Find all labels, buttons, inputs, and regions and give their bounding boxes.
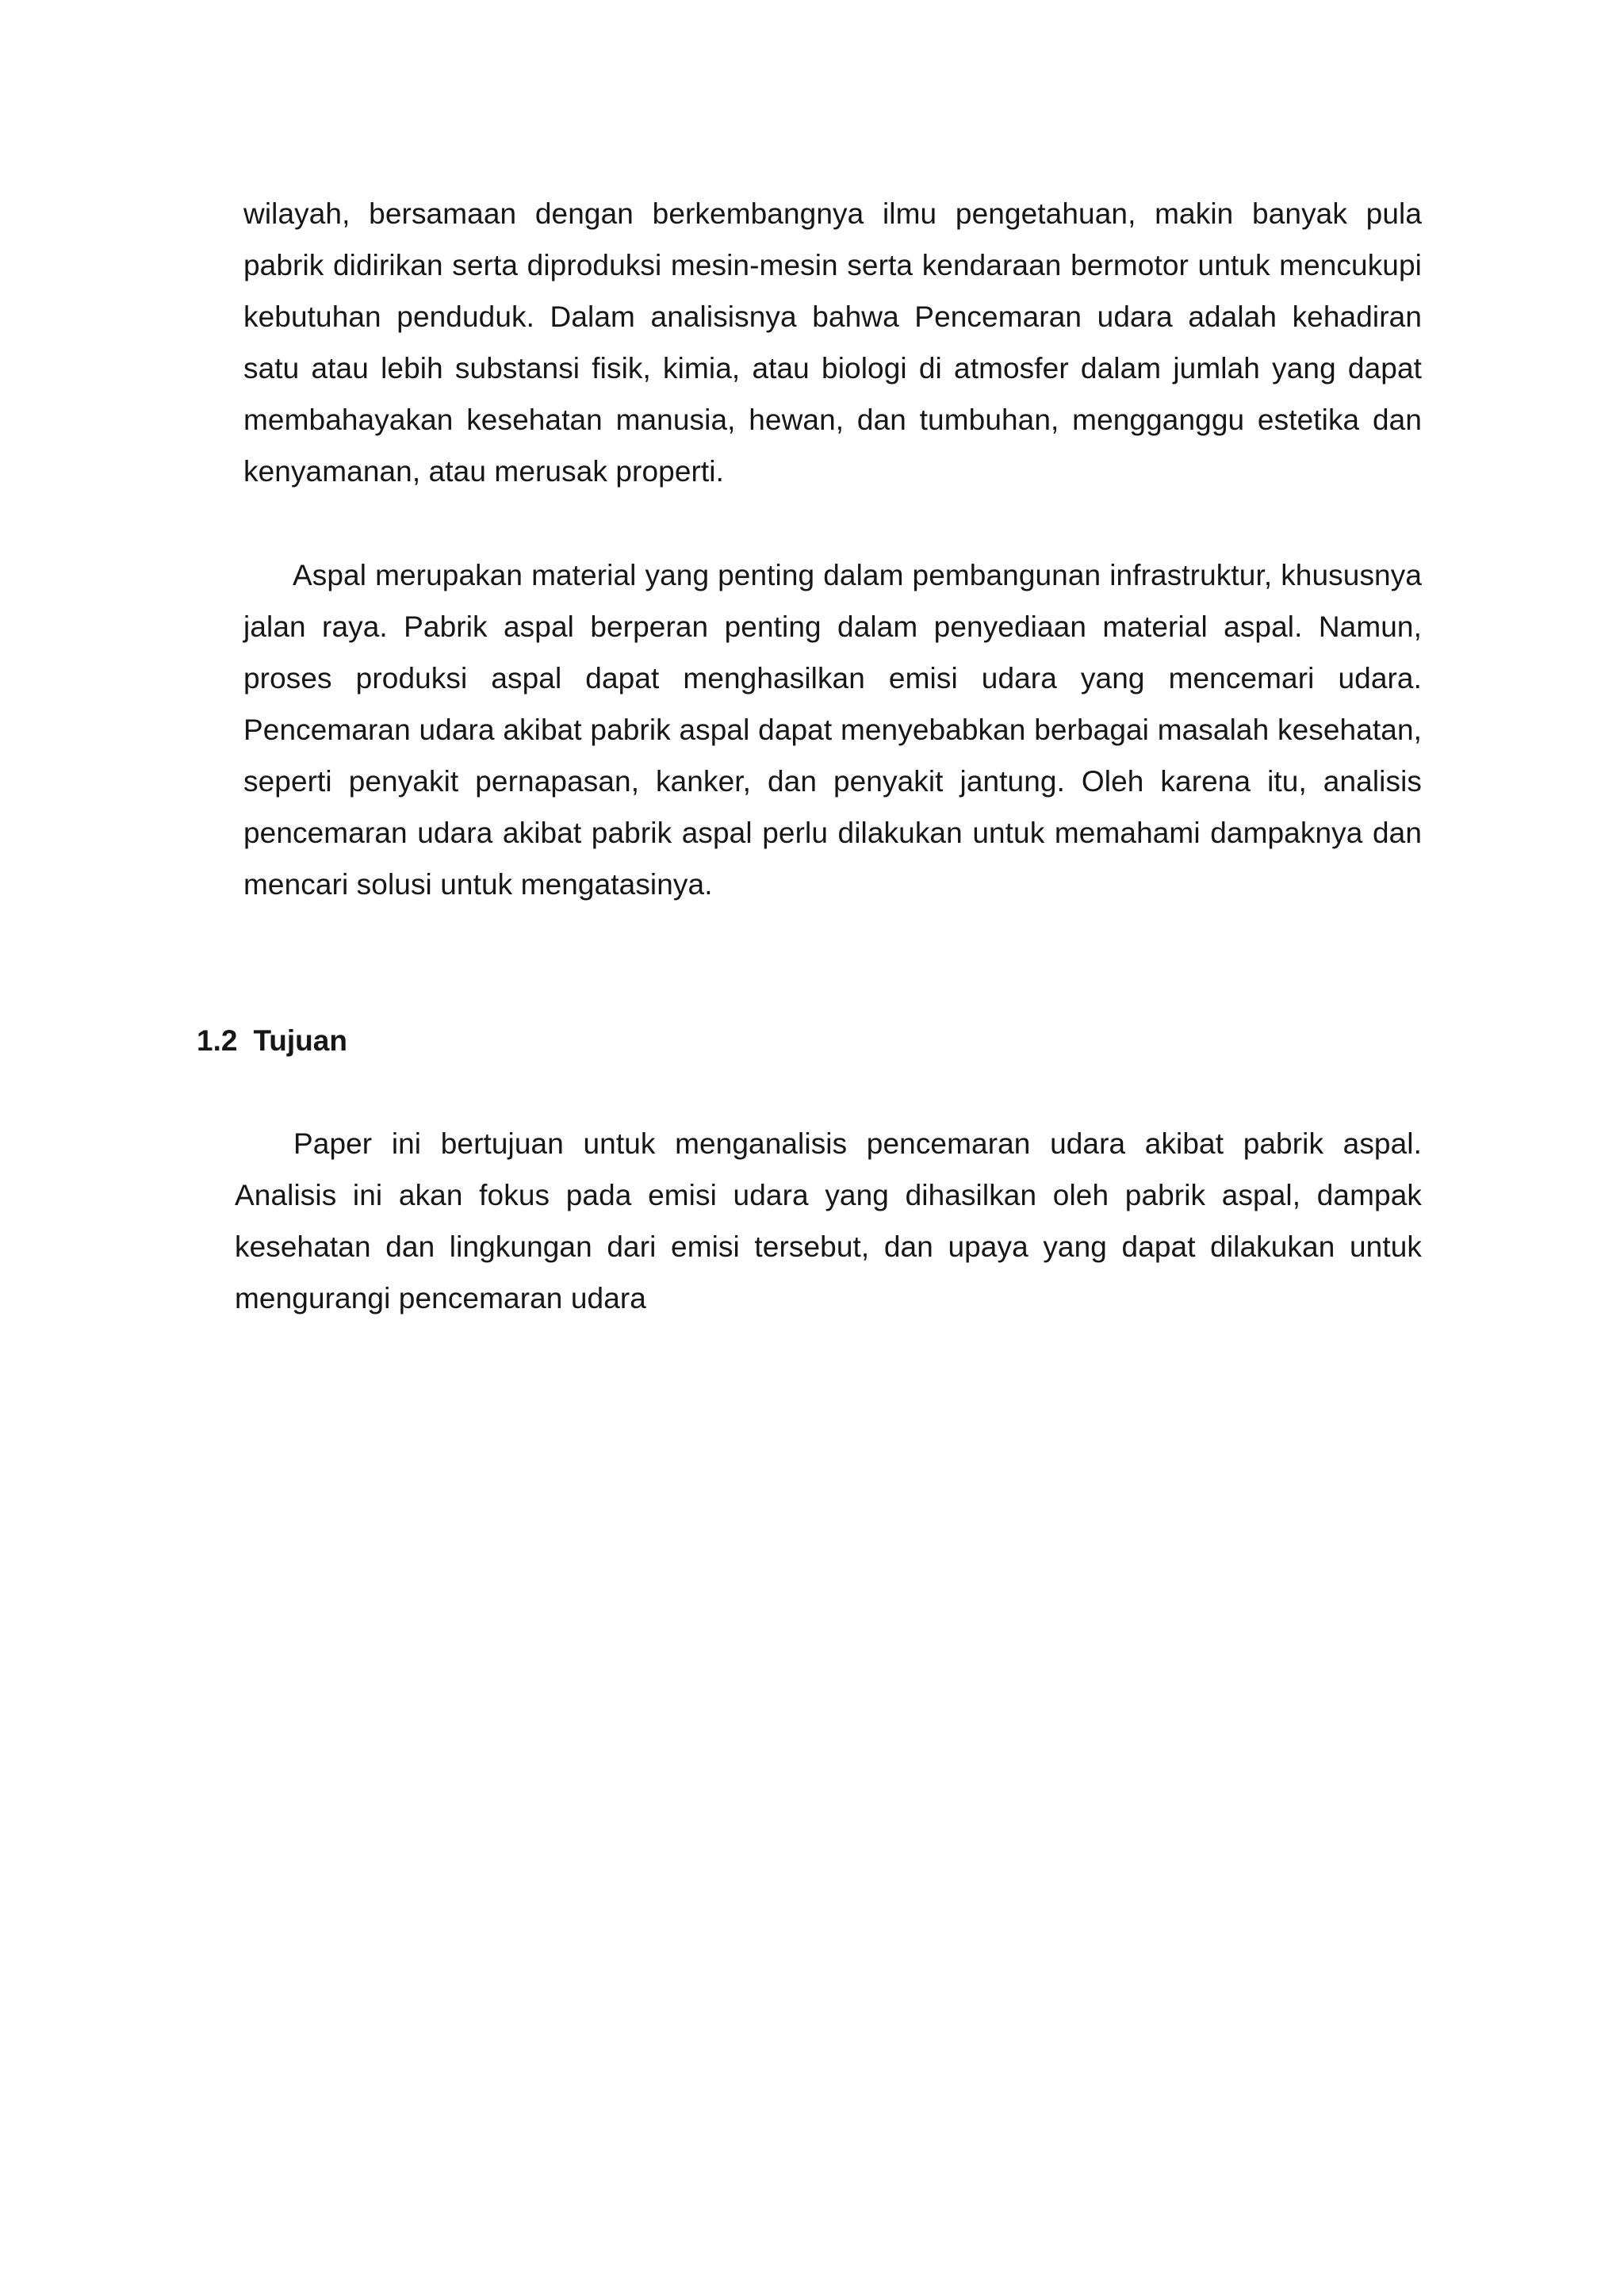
section-title: Tujuan — [253, 1024, 347, 1057]
section-number: 1.2 — [197, 1024, 238, 1057]
paragraph-intro-continuation: wilayah, bersamaan dengan berkembangnya ilmu pengetahuan, makin banyak pula pabrik didirikan serta diproduksi mesin-mesin serta kendaraan bermotor untuk mencukupi kebutuhan penduduk. Dalam analisisnya bahwa Pencemaran udara adalah kehadiran satu atau lebih substansi fisik, kimia, atau biologi di atmosfer dalam jumlah yang dapat membahayakan kesehatan manusia, hewan, dan tumbuhan, mengganggu estetika dan kenyamanan, atau merusak properti. — [243, 197, 1422, 488]
section-heading — [197, 1015, 347, 1066]
paragraph-aspal: Aspal merupakan material yang penting dalam pembangunan infrastruktur, khususnya jalan raya. Pabrik aspal berperan penting dalam penyediaan material aspal. Namun, proses produksi aspal dapat menghasilkan emisi udara yang mencemari udara. Pencemaran udara akibat pabrik aspal dapat menyebabkan berbagai masalah kesehatan, seperti penyakit pernapasan, kanker, dan penyakit jantung. Oleh karena itu, analisis pencemaran udara akibat pabrik aspal perlu dilakukan untuk memahami dampaknya dan mencari solusi untuk mengatasinya. — [243, 559, 1422, 901]
paragraph-tujuan: Paper ini bertujuan untuk menganalisis pencemaran udara akibat pabrik aspal. Analisis ini akan fokus pada emisi udara yang dihasilkan oleh pabrik aspal, dampak kesehatan dan lingkungan dari emisi tersebut, dan upaya yang dapat dilakukan untuk mengurangi pencemaran udara — [235, 1127, 1422, 1314]
